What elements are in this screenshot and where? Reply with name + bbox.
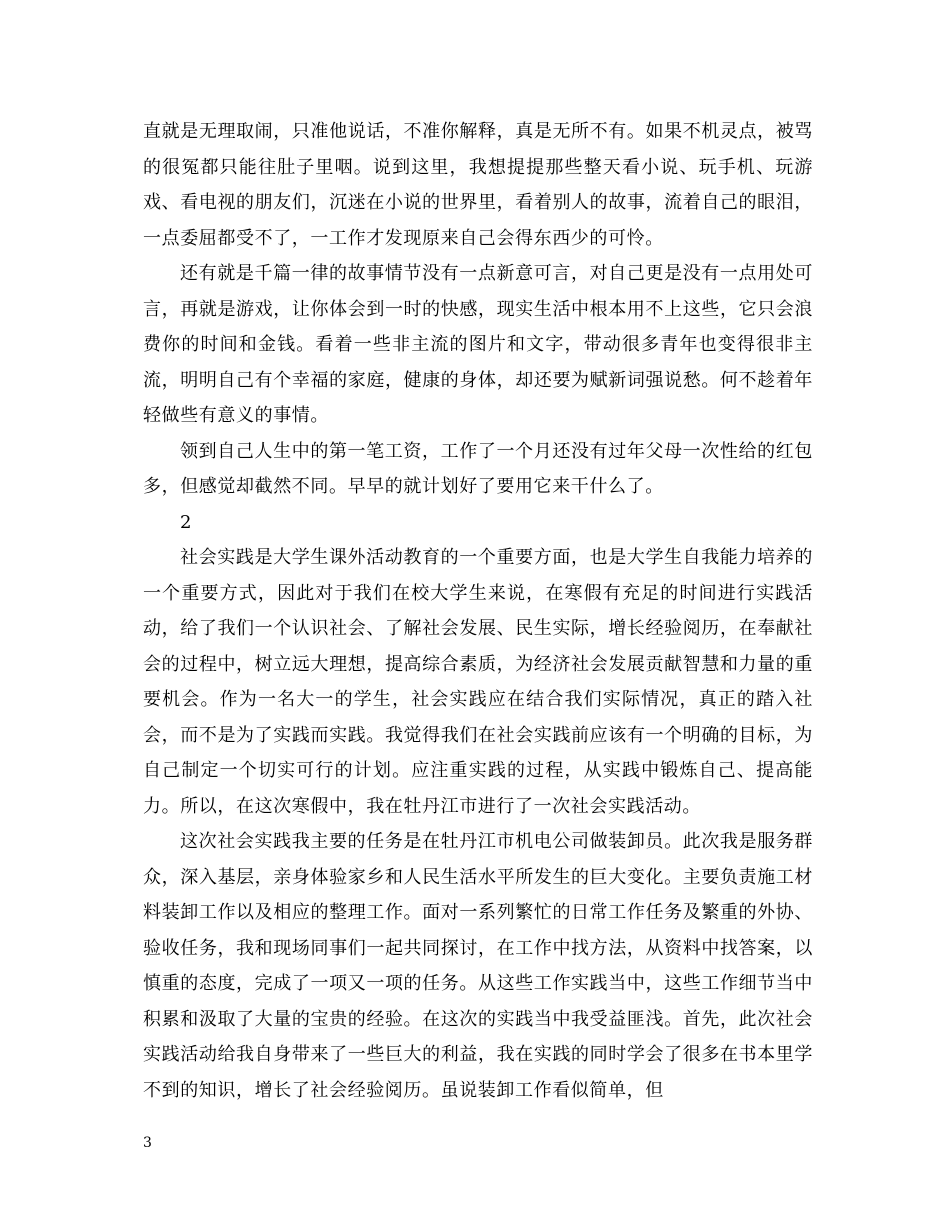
body-text [143,114,813,1108]
paragraph-1: 直就是无理取闹，只准他说话，不准你解释，真是无所不有。如果不机灵点，被骂的很冤都只能往肚子里咽。说到这里，我想提提那些整天看小说、玩手机、玩游戏、看电视的朋友们，沉迷在小说的世界里，看着别人的故事，流着自己的眼泪，一点委屈都受不了，一工作才发现原来自己会得东西少的可怜。 [143,121,813,249]
section-number: 2 [180,511,192,533]
paragraph-3: 领到自己人生中的第一笔工资，工作了一个月还没有过年父母一次性给的红包多，但感觉却截然不同。早早的就计划好了要用它来干什么了。 [143,440,813,497]
paragraph-2: 还有就是千篇一律的故事情节没有一点新意可言，对自己更是没有一点用处可言，再就是游戏，让你体会到一时的快感，现实生活中根本用不上这些，它只会浪费你的时间和金钱。看着一些非主流的图片和文字，带动很多青年也变得很非主流，明明自己有个幸福的家庭，健康的身体，却还要为赋新词强说愁。何不趁着年轻做些有意义的事情。 [143,263,813,426]
paragraph-5: 这次社会实践我主要的任务是在牡丹江市机电公司做装卸员。此次我是服务群众，深入基层，亲身体验家乡和人民生活水平所发生的巨大变化。主要负责施工材料装卸工作以及相应的整理工作。面对一系列繁忙的日常工作任务及繁重的外协、验收任务，我和现场同事们一起共同探讨，在工作中找方法，从资料中找答案，以慎重的态度，完成了一项又一项的任务。从这些工作实践当中，这些工作细节当中积累和汲取了大量的宝贵的经验。在这次的实践当中我受益匪浅。首先，此次社会实践活动给我自身带来了一些巨大的利益，我在实践的同时学会了很多在书本里学不到的知识，增长了社会经验阅历。虽说装卸工作看似简单，但 [143,831,813,1101]
paragraph-4: 社会实践是大学生课外活动教育的一个重要方面，也是大学生自我能力培养的一个重要方式，因此对于我们在校大学生来说，在寒假有充足的时间进行实践活动，给了我们一个认识社会、了解社会发展、民生实际，增长经验阅历，在奉献社会的过程中，树立远大理想，提高综合素质，为经济社会发展贡献智慧和力量的重要机会。作为一名大一的学生，社会实践应在结合我们实际情况，真正的踏入社会，而不是为了实践而实践。我觉得我们在社会实践前应该有一个明确的目标，为自己制定一个切实可行的计划。应注重实践的过程，从实践中锻炼自己、提高能力。所以，在这次寒假中，我在牡丹江市进行了一次社会实践活动。 [143,547,813,817]
page-number: 3 [143,1135,152,1151]
